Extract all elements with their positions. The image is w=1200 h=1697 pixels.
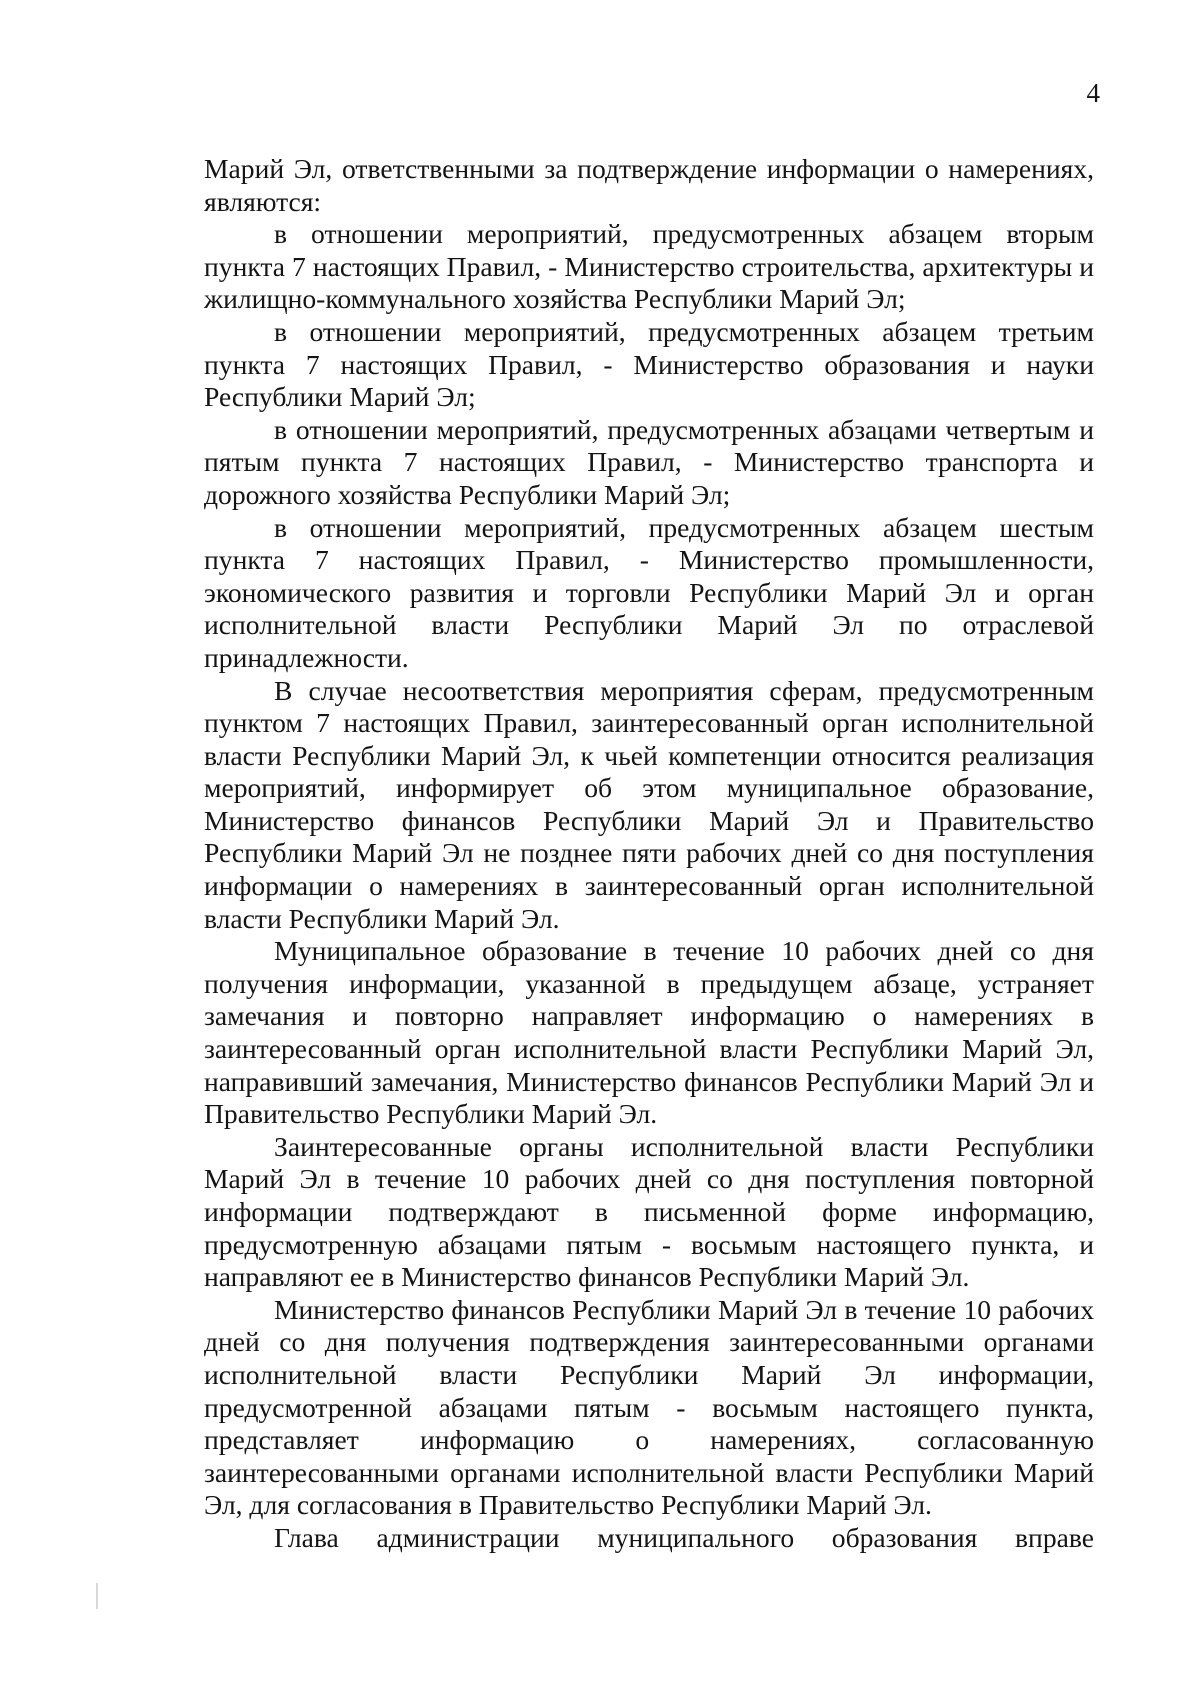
- paragraph-construction-ministry: в отношении мероприятий, предусмотренных абзацем вторым пункта 7 настоящих Правил, - Министерство строительства, архитектуры и жилищно-коммунального хозяйства Республики Марий Эл;: [204, 218, 1094, 315]
- paragraph-mismatch-case: В случае несоответствия мероприятия сферам, предусмотренным пунктом 7 настоящих Правил, заинтересованный орган исполнительной власти Республики Марий Эл, к чьей компетенции относится реализация мероприятий, информирует об этом муниципальное образование, Министерство финансов Республики Марий Эл и Правительство Республики Марий Эл не позднее пяти рабочих дней со дня поступления информации о намерениях в заинтересованный орган исполнительной власти Республики Марий Эл.: [204, 674, 1094, 934]
- paragraph-written-confirmation: Заинтересованные органы исполнительной власти Республики Марий Эл в течение 10 рабочих дней со дня поступления повторной информации подтверждают в письменной форме информацию, предусмотренную абзацами пятым - восьмым настоящего пункта, и направляют ее в Министерство финансов Республики Марий Эл.: [204, 1130, 1094, 1293]
- document-body: [204, 153, 1094, 1555]
- scan-artifact: [96, 1583, 98, 1609]
- paragraph-continuation: Марий Эл, ответственными за подтверждение информации о намерениях, являются:: [204, 153, 1094, 217]
- paragraph-head-of-administration: Глава администрации муниципального образования вправе: [274, 1521, 1094, 1553]
- paragraph-finance-ministry: Министерство финансов Республики Марий Эл в течение 10 рабочих дней со дня получения подтверждения заинтересованными органами исполнительной власти Республики Марий Эл информации, предусмотренной абзацами пятым - восьмым настоящего пункта, представляет информацию о намерениях, согласованную заинтересованными органами исполнительной власти Республики Марий Эл, для согласования в Правительство Республики Марий Эл.: [204, 1293, 1094, 1521]
- paragraph-transport-ministry: в отношении мероприятий, предусмотренных абзацами четвертым и пятым пункта 7 настоящих Правил, - Министерство транспорта и дорожного хозяйства Республики Марий Эл;: [204, 413, 1094, 510]
- paragraph-industry-ministry: в отношении мероприятий, предусмотренных абзацем шестым пункта 7 настоящих Правил, - Министерство промышленности, экономического развития и торговли Республики Марий Эл и орган исполнительной власти Республики Марий Эл по отраслевой принадлежности.: [204, 511, 1094, 673]
- page-number: 4: [1086, 78, 1100, 108]
- paragraph-municipality-corrections: Муниципальное образование в течение 10 рабочих дней со дня получения информации, указанной в предыдущем абзаце, устраняет замечания и повторно направляет информацию о намерениях в заинтересованный орган исполнительной власти Республики Марий Эл, направивший замечания, Министерство финансов Республики Марий Эл и Правительство Республики Марий Эл.: [204, 935, 1094, 1130]
- paragraph-education-ministry: в отношении мероприятий, предусмотренных абзацем третьим пункта 7 настоящих Правил, - Министерство образования и науки Республики Марий Эл;: [204, 315, 1094, 413]
